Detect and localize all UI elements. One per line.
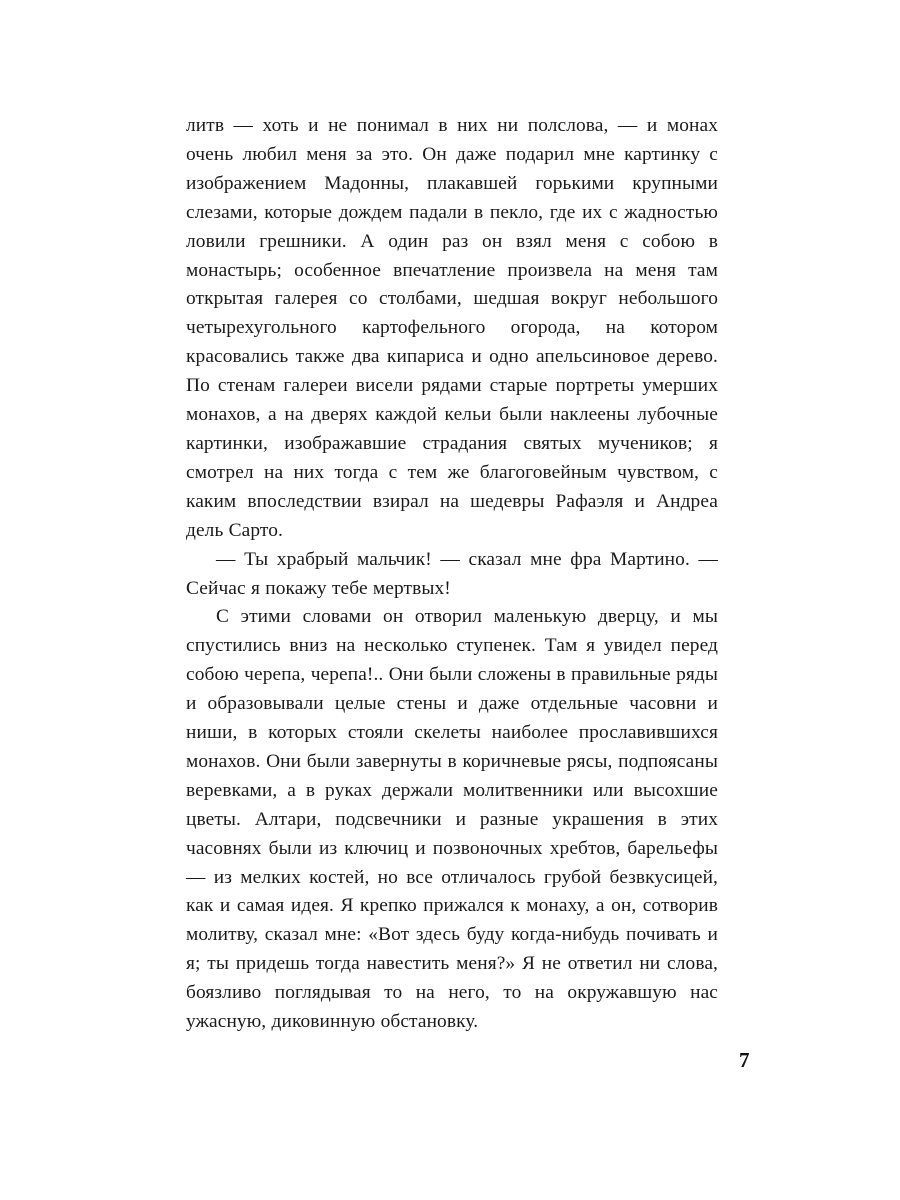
page-number: 7 xyxy=(739,1048,750,1072)
paragraph-catacombs: С этими словами он отворил маленькую дверцу, и мы спустились вниз на несколько ступенек. Там я увидел перед собою черепа, черепа!.. Они были сложены в правильные ряды и образовывали целые стены и даже отдельные часовни и ниши, в которых стояли скелеты наиболее прославившихся монахов. Они были завернуты в коричневые рясы, подпоясаны веревками, а в руках держали молитвенники или высохшие цветы. Алтари, подсвечники и разные украшения в этих часовнях были из ключиц и позвоночных хребтов, барельефы — из мелких костей, но все отличалось грубой безвкусицей, как и самая идея. Я крепко прижался к монаху, а он, сотворив молитву, сказал мне: «Вот здесь буду когда-нибудь почивать и я; ты придешь тогда навестить меня?» Я не ответил ни слова, боязливо поглядывая то на него, то на окружавшую нас ужасную, диковинную обстановку. xyxy=(186,606,718,1033)
paragraph-dialogue: — Ты храбрый мальчик! — сказал мне фра Мартино. — Сейчас я покажу тебе мертвых! xyxy=(186,548,718,599)
page-text-block xyxy=(186,112,718,1037)
paragraph-continuation: литв — хоть и не понимал в них ни полслова, — и монах очень любил меня за это. Он даже подарил мне картинку с изображением Мадонны, плакавшей горькими крупными слезами, которые дождем падали в пекло, где их с жадностью ловили грешники. А один раз он взял меня с собою в монастырь; особенное впечатление произвела на меня там открытая галерея со столбами, шедшая вокруг небольшого четырехугольного картофельного огорода, на котором красовались также два кипариса и одно апельсиновое дерево. По стенам галереи висели рядами старые портреты умерших монахов, а на дверях каждой кельи были наклеены лубочные картинки, изображавшие страдания святых мучеников; я смотрел на них тогда с тем же благоговейным чувством, с каким впоследствии взирал на шедевры Рафаэля и Андреа дель Сарто. xyxy=(186,115,718,541)
